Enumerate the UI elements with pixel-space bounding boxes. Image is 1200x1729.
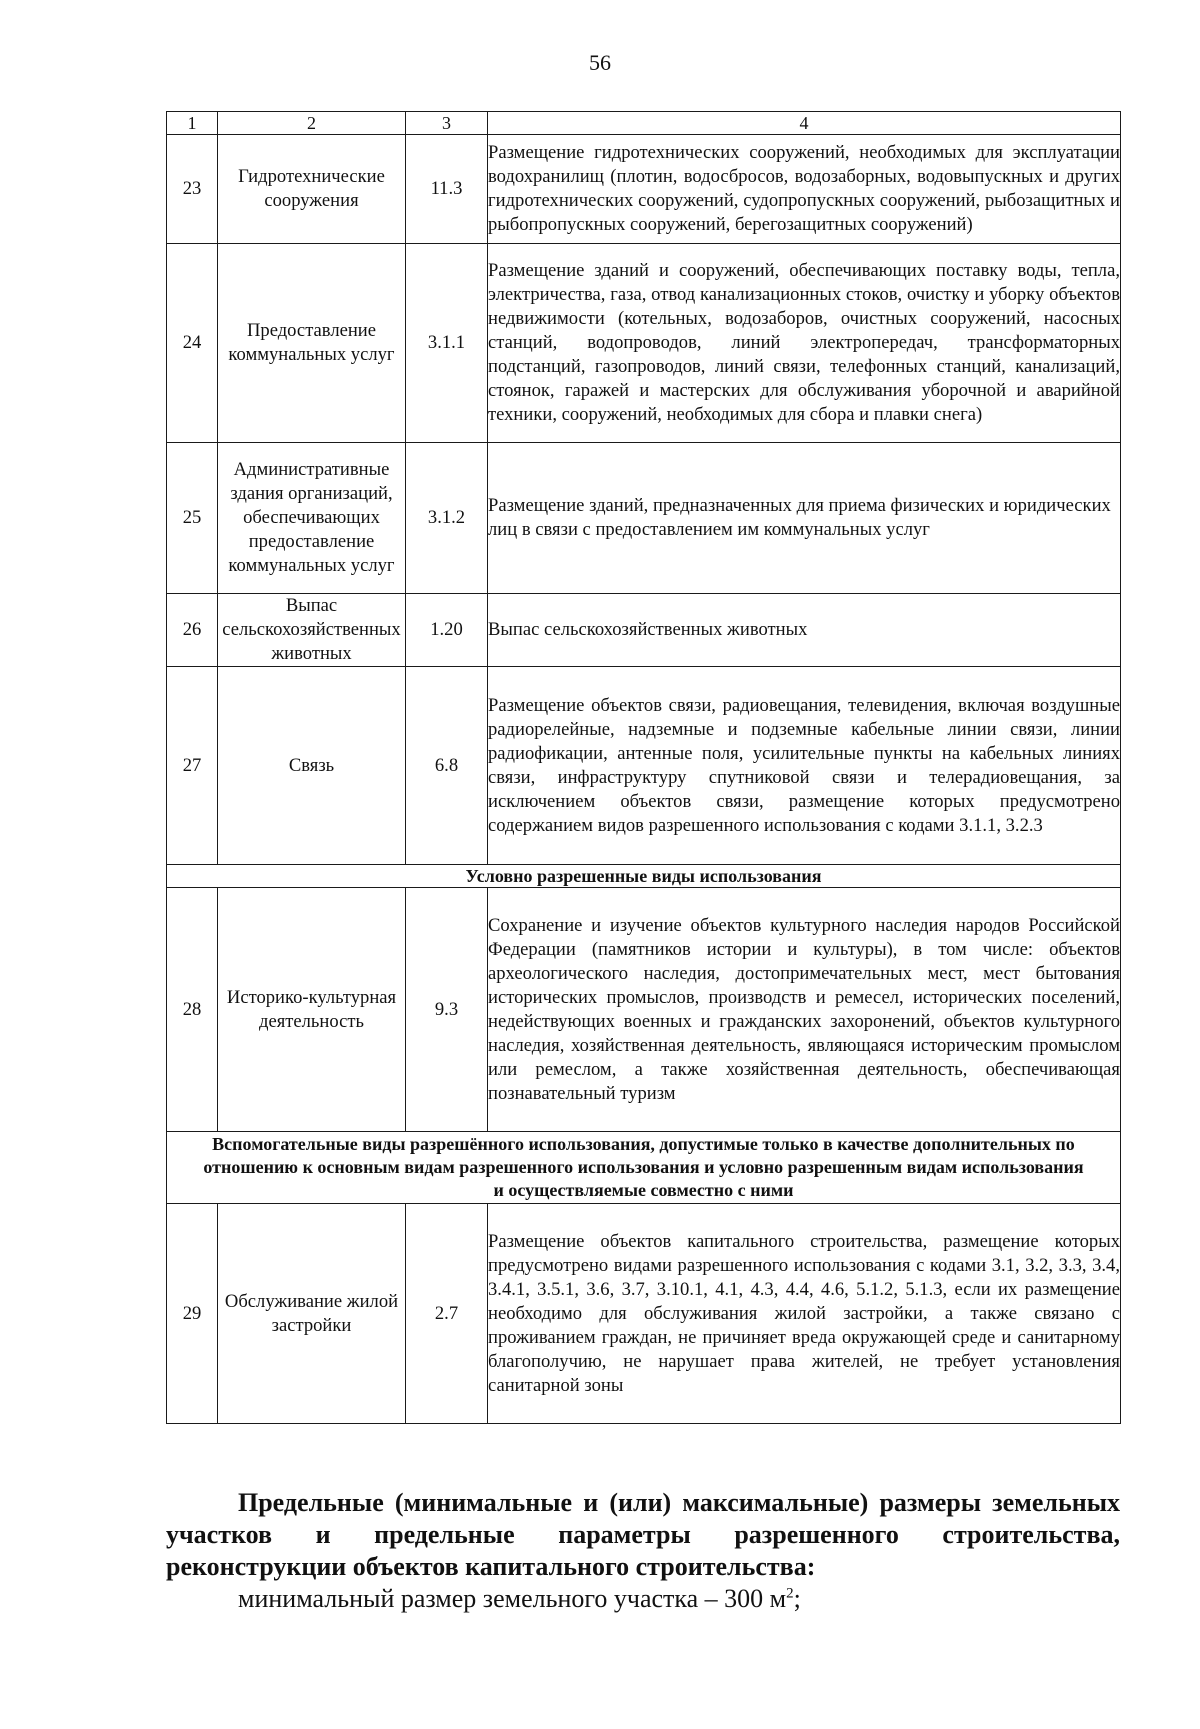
use-type-description: Размещение зданий, предназначенных для приема физических и юридических лиц в связи с предоставлением им коммунальных услуг [488, 443, 1121, 594]
use-type-code: 11.3 [406, 135, 488, 244]
use-type-code: 1.20 [406, 594, 488, 667]
section-title: Условно разрешенные виды использования [167, 865, 1121, 888]
use-type-description: Размещение гидротехнических сооружений, необходимых для эксплуатации водохранилищ (плотин, водосбросов, водозаборных, водовыпускных и других гидротехнических сооружений, судопропускных сооружений, рыбозащитных и рыбопропускных сооружений, берегозащитных сооружений) [488, 135, 1121, 244]
table-row [167, 667, 1121, 865]
use-type-code: 3.1.2 [406, 443, 488, 594]
use-type-code: 6.8 [406, 667, 488, 865]
square-superscript: 2 [786, 1585, 794, 1602]
row-number: 29 [167, 1204, 218, 1424]
use-type-name: Административные здания организаций, обеспечивающих предоставление коммунальных услуг [218, 443, 406, 594]
header-col-1: 1 [167, 112, 218, 135]
header-col-3: 3 [406, 112, 488, 135]
use-type-name: Выпас сельскохозяйственных животных [218, 594, 406, 667]
use-type-name: Гидротехнические сооружения [218, 135, 406, 244]
table-row [167, 1204, 1121, 1424]
table-row [167, 594, 1121, 667]
row-number: 24 [167, 244, 218, 443]
min-plot-size-suffix: ; [793, 1584, 801, 1613]
min-plot-size [166, 1583, 1192, 1615]
section-header-conditional [167, 865, 1121, 888]
use-type-description: Выпас сельскохозяйственных животных [488, 594, 1121, 667]
header-col-2: 2 [218, 112, 406, 135]
row-number: 26 [167, 594, 218, 667]
row-number: 25 [167, 443, 218, 594]
section-header-auxiliary [167, 1132, 1121, 1204]
table-row [167, 888, 1121, 1132]
section-title: Вспомогательные виды разрешённого использования, допустимые только в качестве дополнительных по отношению к основным видам разрешенного использования и условно разрешенным видам использования и осуществляемые совместно с ними [167, 1132, 1121, 1204]
row-number: 23 [167, 135, 218, 244]
use-type-description: Размещение объектов капитального строительства, размещение которых предусмотрено видами разрешенного использования с кодами 3.1, 3.2, 3.3, 3.4, 3.4.1, 3.5.1, 3.6, 3.7, 3.10.1, 4.1, 4.3, 4.4, 4.6, 5.1.2, 5.1.3, если их размещение необходимо для обслуживания жилой застройки, а также связано с проживанием граждан, не причиняет вреда окружающей среде и санитарному благополучию, не нарушает права жителей, не требует установления санитарной зоны [488, 1204, 1121, 1424]
table-row [167, 135, 1121, 244]
use-type-name: Предоставление коммунальных услуг [218, 244, 406, 443]
min-plot-size-text: минимальный размер земельного участка – 300 м [238, 1584, 787, 1613]
row-number: 27 [167, 667, 218, 865]
use-type-description: Размещение зданий и сооружений, обеспечивающих поставку воды, тепла, электричества, газа, отвод канализационных стоков, очистку и уборку объектов недвижимости (котельных, водозаборов, очистных сооружений, насосных станций, водопроводов, линий электропередач, трансформаторных подстанций, газопроводов, линий связи, телефонных станций, канализаций, стоянок, гаражей и мастерских для обслуживания уборочной и аварийной техники, сооружений, необходимых для сбора и плавки снега) [488, 244, 1121, 443]
use-type-code: 9.3 [406, 888, 488, 1132]
table-row [167, 244, 1121, 443]
table-header-row [167, 112, 1121, 135]
use-type-name: Обслуживание жилой застройки [218, 1204, 406, 1424]
use-type-code: 3.1.1 [406, 244, 488, 443]
plot-limits-heading: Предельные (минимальные и (или) максимальные) размеры земельных участков и предельные параметры разрешенного строительства, реконструкции объектов капитального строительства: [166, 1488, 1120, 1581]
row-number: 28 [167, 888, 218, 1132]
page-number: 56 [589, 50, 611, 75]
use-type-description: Размещение объектов связи, радиовещания, телевидения, включая воздушные радиорелейные, надземные и подземные кабельные линии связи, линии радиофикации, антенные поля, усилительные пункты на кабельных линиях связи, инфраструктуру спутниковой связи и телерадиовещания, за исключением объектов связи, размещение которых предусмотрено содержанием видов разрешенного использования с кодами 3.1.1, 3.2.3 [488, 667, 1121, 865]
header-col-4: 4 [488, 112, 1121, 135]
use-type-name: Связь [218, 667, 406, 865]
use-type-description: Сохранение и изучение объектов культурного наследия народов Российской Федерации (памятников истории и культуры), в том числе: объектов археологического наследия, достопримечательных мест, мест бытования исторических промыслов, производств и ремесел, исторических поселений, недействующих военных и гражданских захоронений, объектов культурного наследия, хозяйственная деятельность, являющаяся историческим промыслом или ремеслом, а также хозяйственная деятельность, обеспечивающая познавательный туризм [488, 888, 1121, 1132]
use-type-code: 2.7 [406, 1204, 488, 1424]
table-row [167, 443, 1121, 594]
land-use-table [166, 111, 1121, 1424]
use-type-name: Историко-культурная деятельность [218, 888, 406, 1132]
